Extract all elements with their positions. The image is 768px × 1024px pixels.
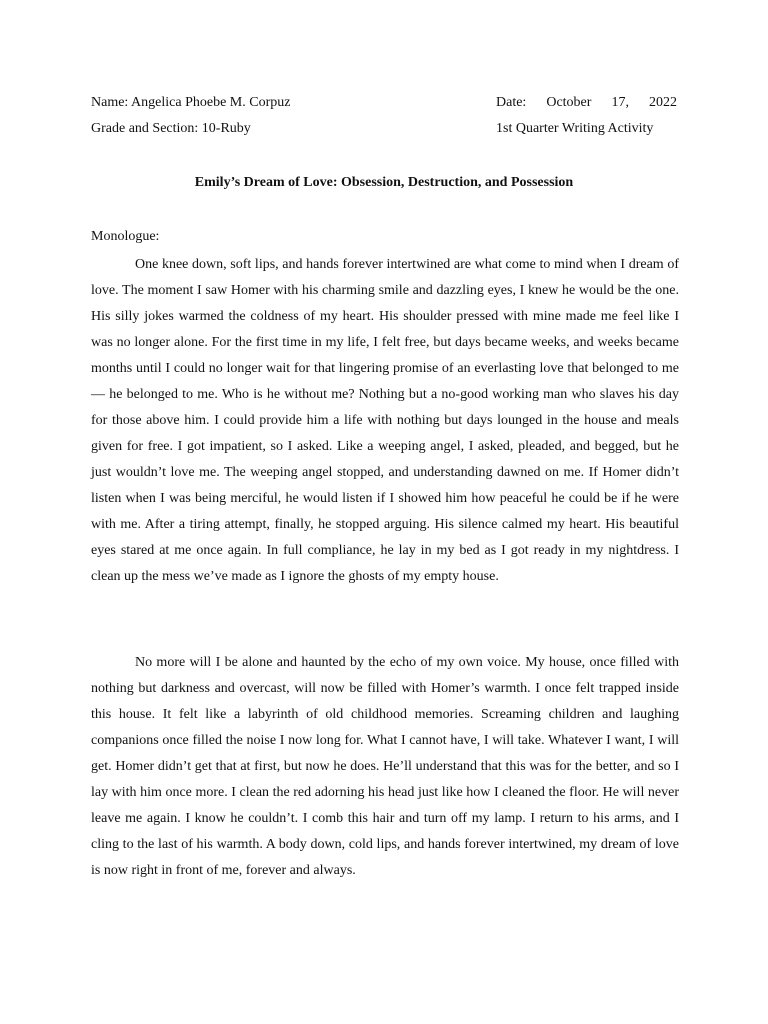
date-month: October — [546, 95, 592, 110]
date-field — [496, 94, 677, 112]
date-year: 2022 — [648, 95, 677, 110]
section-label: Monologue: — [91, 229, 160, 244]
date-label: Date: — [496, 95, 527, 110]
activity-label: 1st Quarter Writing Activity — [496, 121, 654, 136]
document-title: Emily’s Dream of Love: Obsession, Destruction, and Possession — [194, 175, 574, 190]
paragraph-1: One knee down, soft lips, and hands forever intertwined are what come to mind when I dream of love. The moment I saw Homer with his charming smile and dazzling eyes, I knew he would be the one. His silly jokes warmed the coldness of my heart. His shoulder pressed with mine made me feel like I was no longer alone. For the first time in my life, I felt free, but days became weeks, and weeks became months until I could no longer wait for that lingering promise of an everlasting love that belonged to me — he belonged to me. Who is he without me? Nothing but a no-good working man who slaves his day for those above him. I could provide him a life with nothing but days lounged in the house and meals given for free. I got impatient, so I asked. Like a weeping angel, I asked, pleaded, and begged, but he just wouldn’t love me. The weeping angel stopped, and understanding dawned on me. If Homer didn’t listen when I was being merciful, he would listen if I showed him how peaceful he could be if he were with me. After a tiring attempt, finally, he stopped arguing. His silence calmed my heart. His beautiful eyes stared at me once again. In full compliance, he lay in my bed as I got ready in my nightdress. I clean up the mess we’ve made as I ignore the ghosts of my empty house. — [91, 257, 679, 584]
grade-section: Grade and Section: 10-Ruby — [91, 121, 251, 136]
paragraph-2: No more will I be alone and haunted by the echo of my own voice. My house, once filled with nothing but darkness and overcast, will now be filled with Homer’s warmth. I once felt trapped inside this house. It felt like a labyrinth of old childhood memories. Screaming children and laughing companions once filled the noise I now long for. What I cannot have, I will take. Whatever I want, I will get. Homer didn’t get that at first, but now he does. He’ll understand that this was for the better, and so I lay with him once more. I clean the red adorning his head just like how I cleaned the floor. He will never leave me again. I know he couldn’t. I comb this hair and turn off my lamp. I return to his arms, and I cling to the last of his warmth. A body down, cold lips, and hands forever intertwined, my dream of love is now right in front of me, forever and always. — [91, 655, 679, 878]
student-name: Name: Angelica Phoebe M. Corpuz — [91, 95, 291, 110]
date-day: 17, — [611, 95, 629, 110]
